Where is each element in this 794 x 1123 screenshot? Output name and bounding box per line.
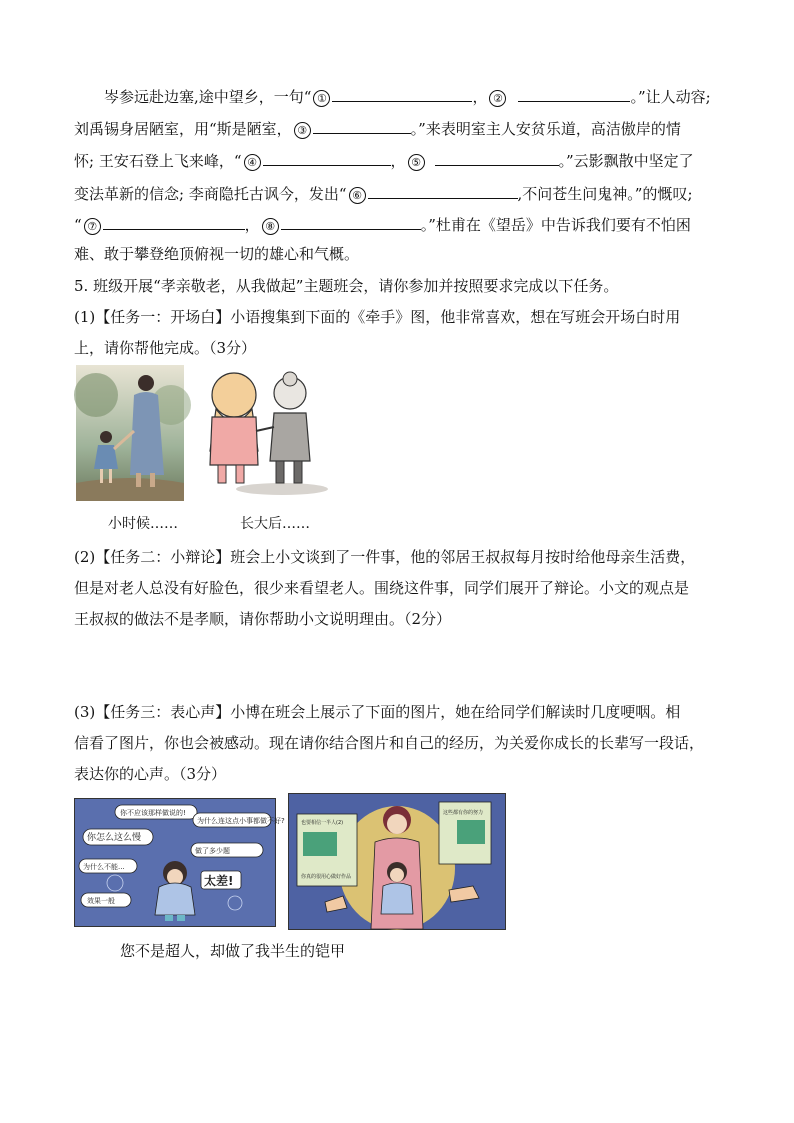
blank-marker-1: ① [313,90,330,107]
answer-blank-7[interactable] [103,214,245,230]
poem-line-6: 难、敢于攀登绝顶俯视一切的雄心和气概。 [74,245,360,263]
blank-marker-7: ⑦ [84,218,101,235]
answer-blank-3[interactable] [313,118,411,134]
answer-blank-6[interactable] [368,183,518,199]
adulthood-illustration [202,365,330,503]
text-segment: 变法革新的信念; 李商隐托古讽今，发出“ [74,185,347,203]
poem-line-4 [74,183,724,204]
answer-blank-8[interactable] [281,214,421,230]
text-segment: 刘禹锡身居陋室，用“斯是陋室， [74,120,292,138]
task3-text-line2: 信看了图片，你也会被感动。现在请你结合图片和自己的经历，为关爱你成长的长辈写一段话， [74,734,705,752]
bubble-text-1: 你不应该那样做说的! [120,809,186,817]
task2-text-line1: (2)【任务二：小辩论】班会上小文谈到了一件事，他的邻居王叔叔每月按时给他母亲生活费， [74,548,696,566]
text-segment: 。”云影飘散中坚定了 [558,152,694,170]
poem-line-3 [74,150,724,171]
answer-blank-1[interactable] [332,86,472,102]
task1-text-line2: 上，请你帮他完成。（3分） [74,339,257,357]
blank-marker-8: ⑧ [262,218,279,235]
bubble-text-2: 为什么连这点小事都做不好? [197,817,285,825]
answer-blank-4[interactable] [263,150,391,166]
task3-text-line3: 表达你的心声。（3分） [74,765,227,783]
text-segment: 。”让人动容; [630,88,711,106]
poem-line-2 [74,118,724,139]
bubble-text-3: 你怎么这么慢 [87,833,142,843]
bubble-text-big: 太差! [204,874,234,888]
text-segment: “ [74,216,82,234]
comic-panel-criticism [74,798,285,927]
text-segment: 。”来表明室主人安贫乐道，高洁傲岸的情 [410,120,681,138]
bubble-text-6: 效果一般 [87,897,115,905]
answer-blank-5[interactable] [435,150,559,166]
card-text-1: 也要相信一半人(2) [301,820,344,826]
question-5-title: 5. 班级开展“孝亲敬老，从我做起”主题班会，请你参加并按照要求完成以下任务。 [74,277,619,295]
text-segment: ， [244,216,260,234]
text-segment: 岑参远赴边塞,途中望乡，一句“ [104,88,312,106]
task1-text-line1: (1)【任务一：开场白】小语搜集到下面的《牵手》图，他非常喜欢，想在写班会开场白时用 [74,308,681,326]
card-text-2: 你真的很用心做好作品 [301,874,352,880]
task2-text-line3: 王叔叔的做法不是孝顺，请你帮助小文说明理由。（2分） [74,610,452,628]
poem-line-1 [104,86,724,107]
text-segment: ， [390,152,406,170]
bubble-text-5: 做了多少题 [195,847,230,855]
task3-text-line1: (3)【任务三：表心声】小博在班会上展示了下面的图片，她在给同学们解读时几度哽咽。相 [74,703,681,721]
blank-marker-3: ③ [294,122,311,139]
bubble-text-4: 为什么不能... [83,863,125,871]
childhood-photo [76,365,184,501]
blank-marker-6: ⑥ [349,187,366,204]
text-segment: 。”杜甫在《望岳》中告诉我们要有不怕困 [420,216,691,234]
blank-marker-2: ② [489,90,506,107]
caption-adulthood: 长大后…… [240,516,310,532]
comic-caption: 您不是超人，却做了我半生的铠甲 [120,942,346,960]
text-segment: 怀; 王安石登上飞来峰，“ [74,152,242,170]
blank-marker-4: ④ [244,154,261,171]
caption-childhood: 小时候…… [108,516,178,532]
text-segment: ,不问苍生问鬼神。”的慨叹; [517,185,693,203]
answer-blank-2[interactable] [518,86,630,102]
poem-line-5 [74,214,724,235]
card-text-3: 这些都有你的努力 [443,810,484,816]
comic-panel-support [288,793,506,930]
blank-marker-5: ⑤ [408,154,425,171]
text-segment: ， [472,88,488,106]
task2-text-line2: 但是对老人总没有好脸色，很少来看望老人。围绕这件事，同学们展开了辩论。小文的观点是 [74,579,690,597]
